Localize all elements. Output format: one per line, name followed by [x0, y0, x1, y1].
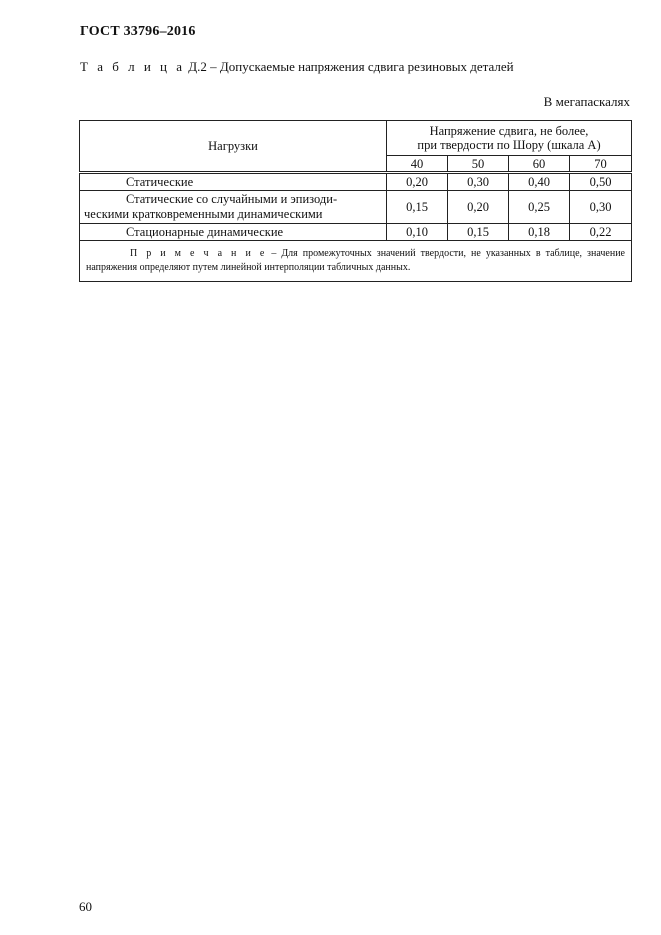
- row-value: 0,40: [509, 173, 570, 191]
- row-load-line2: ческими кратковременными динамическими: [84, 207, 323, 221]
- units-label: В мегапаскалях: [543, 94, 630, 109]
- row-load: Статические: [80, 173, 387, 191]
- table-row: [80, 173, 632, 191]
- row-load: [80, 191, 387, 224]
- row-value: 0,50: [570, 173, 632, 191]
- row-value: 0,25: [509, 191, 570, 224]
- note-row: [80, 241, 632, 282]
- row-load-line1: Статические со случайными и эпизоди-: [126, 192, 338, 206]
- table-caption: [80, 59, 514, 75]
- note-text: – Для промежуточных значений твердости, не указанных в таблице, значение напряжения определяют путем линейной интерполяции табличных данных.: [86, 248, 625, 273]
- row-value: 0,30: [570, 191, 632, 224]
- page-number: 60: [79, 899, 92, 914]
- row-value: 0,20: [387, 173, 448, 191]
- hardness-50: 50: [448, 156, 509, 173]
- note-label: П р и м е ч а н и е: [130, 248, 267, 259]
- table-caption-title: – Допускаемые напряжения сдвига резиновых деталей: [210, 59, 514, 74]
- row-value: 0,20: [448, 191, 509, 224]
- document-header: ГОСТ 33796–2016: [80, 24, 196, 39]
- row-value: 0,15: [448, 224, 509, 241]
- table-row: [80, 191, 632, 224]
- stress-table: [79, 120, 632, 282]
- row-value: 0,22: [570, 224, 632, 241]
- hardness-60: 60: [509, 156, 570, 173]
- table-caption-label: Т а б л и ц а: [80, 59, 185, 74]
- table-row: [80, 224, 632, 241]
- row-load: Стационарные динамические: [80, 224, 387, 241]
- header-stress: [387, 121, 632, 156]
- header-stress-line1: Напряжение сдвига, не более,: [429, 124, 589, 138]
- header-load: Нагрузки: [80, 121, 387, 173]
- row-value: 0,15: [387, 191, 448, 224]
- header-stress-line2: при твердости по Шору (шкала А): [417, 138, 601, 152]
- header-row: [80, 121, 632, 156]
- row-value: 0,18: [509, 224, 570, 241]
- row-value: 0,10: [387, 224, 448, 241]
- table-note: [80, 241, 632, 282]
- table-caption-number: Д.2: [188, 59, 207, 74]
- row-value: 0,30: [448, 173, 509, 191]
- hardness-40: 40: [387, 156, 448, 173]
- hardness-70: 70: [570, 156, 632, 173]
